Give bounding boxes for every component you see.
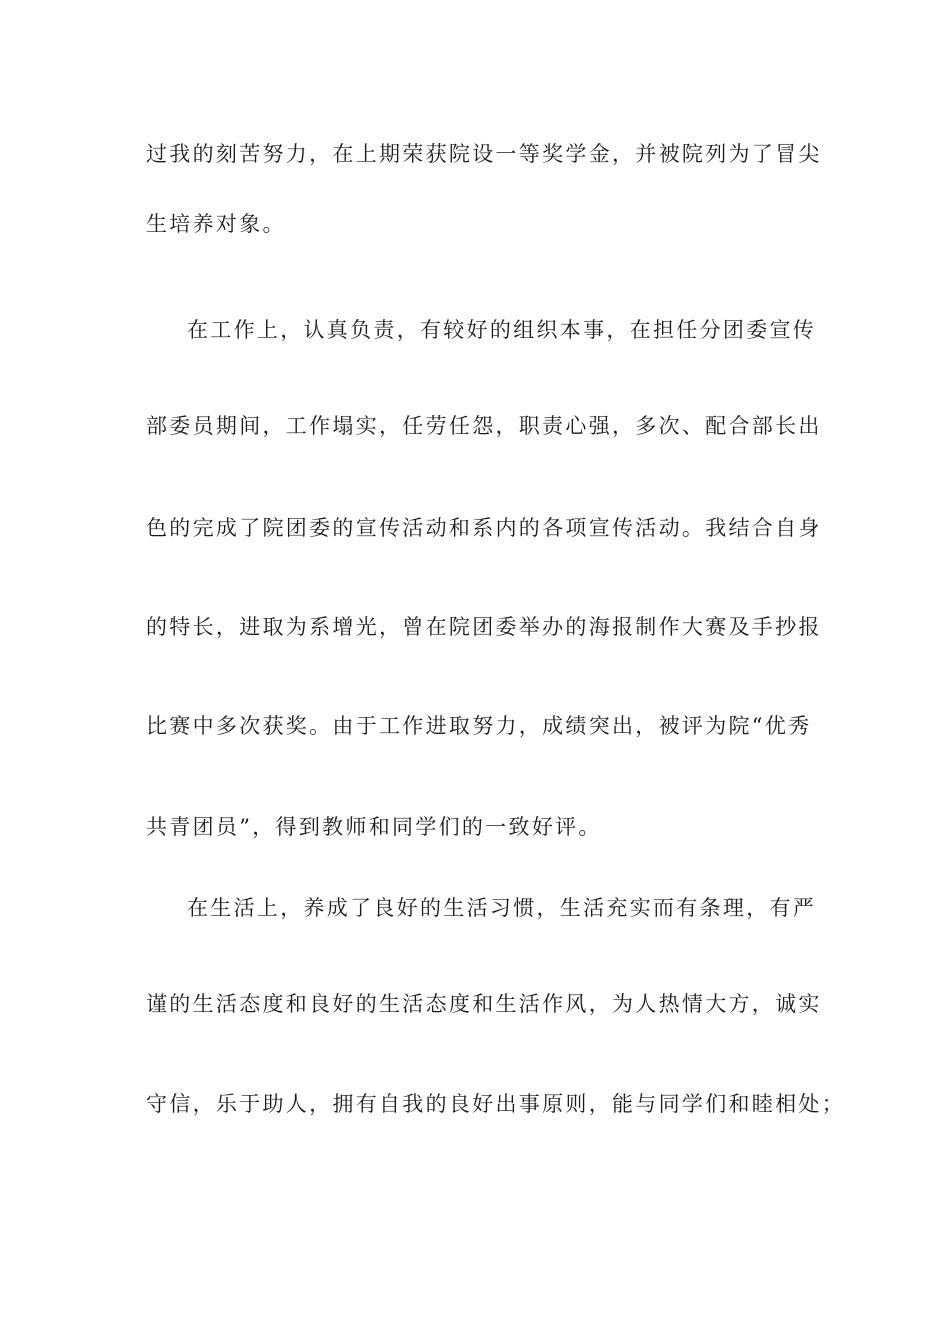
text-line-7: 比赛中多次获奖。由于工作进取努力，成绩突出，被评为院“优秀 [146,714,812,738]
paragraph-work-line-1: 在工作上，认真负责，有较好的组织本事，在担任分团委宣传 [187,318,817,342]
text-line-6: 的特长，进取为系增光，曾在院团委举办的海报制作大赛及手抄报 [146,615,822,639]
text-line-10: 谨的生活态度和良好的生活态度和生活作风，为人热情大方，诚实 [146,992,822,1016]
text-line-8: 共青团员”，得到教师和同学们的一致好评。 [146,815,602,839]
text-line-2: 生培养对象。 [146,212,286,236]
text-line-11: 守信，乐于助人，拥有自我的良好出事原则，能与同学们和睦相处； [146,1092,845,1116]
text-line-5: 色的完成了院团委的宣传活动和系内的各项宣传活动。我结合自身 [146,516,822,540]
paragraph-life-line-1: 在生活上，养成了良好的生活习惯，生活充实而有条理，有严 [187,896,817,920]
text-line-4: 部委员期间，工作塌实，任劳任怨，职责心强，多次、配合部长出 [146,414,822,438]
text-line-1: 过我的刻苦努力，在上期荣获院设一等奖学金，并被院列为了冒尖 [146,142,822,166]
